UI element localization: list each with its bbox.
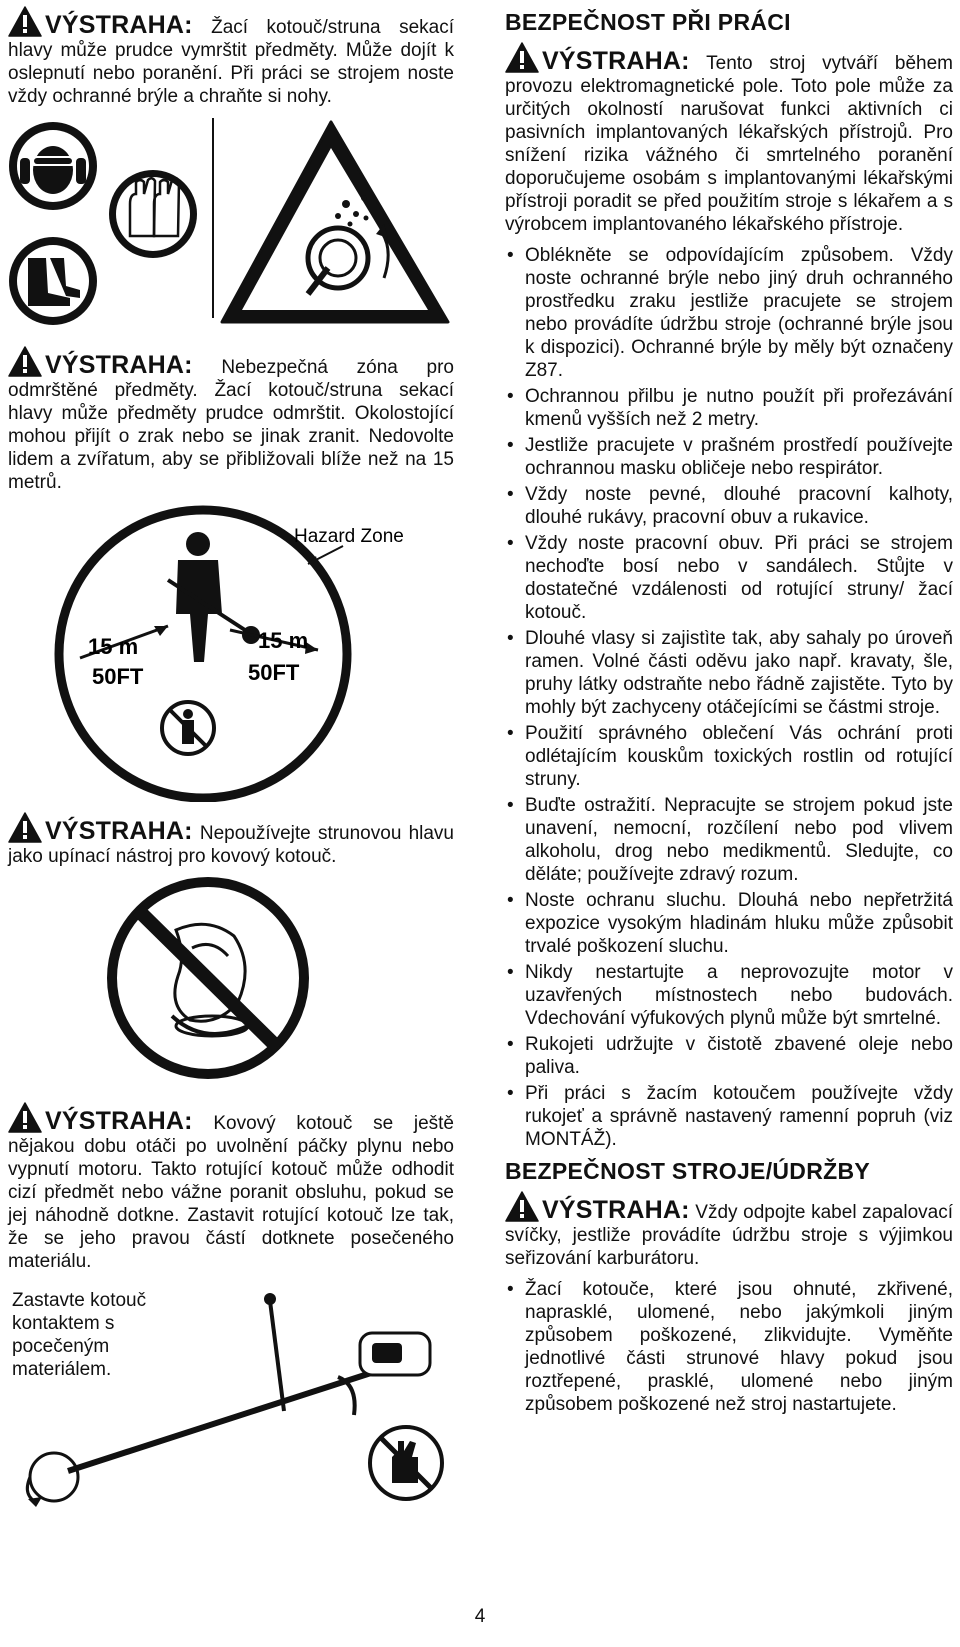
list-item: • Jestliže pracujete v prašném prostředí používejte ochrannou masku obličeje nebo respirátor.: [505, 434, 953, 480]
right-distance-ft: 50FT: [248, 660, 300, 685]
warning-text: Žací kotouč/struna sekací hlavy může prudce vymrštit předměty. Může dojít k oslepnutí nebo poranění. Při práci se strojem noste vždy ochranné brýle a chraňte si nohy.: [8, 17, 454, 107]
warning-eye-injury: [8, 6, 454, 108]
list-item: • Noste ochranu sluchu. Dlouhá nebo nepřetržitá expozice vysokým hladinám hluku může způsobit trvalé poškození sluchu.: [505, 889, 953, 958]
list-item: • Použití správného oblečení Vás ochrání proti odlétajícím kouskům toxických rostlin od rotující struny.: [505, 722, 953, 791]
no-hand-icon: [370, 1427, 442, 1499]
right-column: [505, 6, 953, 1422]
list-item: • Při práci s žacím kotoučem používejte vždy rukojeť a správně nastavený ramenní popruh (viz MONTÁŽ).: [505, 1082, 953, 1151]
warning-no-string-head-for-blade: [8, 812, 454, 868]
boots-icon: [9, 237, 97, 325]
list-item: • Dlouhé vlasy si zajistìte tak, aby sahaly po úroveň ramen. Volné části oděvu jako např. kravaty, šle, pruhy látky odstraňte nebo řádně zajistěte. Tyto by mohly být zachyceny otáčejícími se částmi stroje.: [505, 627, 953, 719]
goggles-earmuffs-icon: [9, 122, 97, 210]
ppe-illustration: [8, 118, 454, 332]
warning-text: Nebezpečná zóna pro odmrštěné předměty. Žací kotouč/struna sekací hlavy může předměty prudce odmrštit. Okolostojící mohou přijít o zrak nebo se jinak zranit. Nedovolte lidem a zvířatum, aby se přibližovali blíže než na 15 metrů.: [8, 357, 454, 493]
page-number: 4: [474, 1606, 486, 1627]
warning-blade-rotation: [8, 1102, 454, 1273]
list-item: • Rukojeti udržujte v čistotě zbavené oleje nebo paliva.: [505, 1033, 953, 1079]
list-item: • Vždy noste pevné, dlouhé pracovní kalhoty, dlouhé rukávy, pracovní obuv a rukavice.: [505, 483, 953, 529]
warning-triangle-icon: [8, 346, 42, 377]
warning-label: VÝSTRAHA:: [45, 1107, 193, 1135]
heading-machine-safety: BEZPEČNOST STROJE/ÚDRŽBY: [505, 1158, 871, 1184]
hazard-zone-label: Hazard Zone: [294, 526, 404, 547]
operator-figure: [168, 532, 260, 662]
warning-label: VÝSTRAHA:: [45, 351, 193, 379]
warning-triangle-icon: [8, 6, 42, 37]
list-item: • Vždy noste pracovní obuv. Při práci se strojem nechoďte bosí nebo v sandálech. Stůjte v dostatečné vzdálenosti od rotující struny/ žací kotouč.: [505, 532, 953, 624]
list-item: • Ochrannou přilbu je nutno použít při prořezávání kmenů vyšších než 2 metry.: [505, 385, 953, 431]
list-item: • Buďte ostražití. Nepracujte se strojem pokud jste unavení, nemocní, rozčílení nebo pod vlivem alkoholu, drog nebo medikmentů. Sledujte, co děláte; používejte zdravý rozum.: [505, 794, 953, 886]
left-distance-m: 15 m: [88, 634, 139, 659]
warning-triangle-icon: [8, 812, 42, 843]
warning-label: VÝSTRAHA:: [542, 1196, 690, 1224]
warning-spark-plug: [505, 1191, 953, 1270]
warning-triangle-icon: [8, 1102, 42, 1133]
left-column: [8, 6, 454, 1511]
warning-label: VÝSTRAHA:: [45, 817, 193, 845]
right-distance-m: 15 m: [258, 628, 309, 653]
hazard-zone-illustration: [8, 502, 454, 802]
warning-triangle-icon: [505, 42, 539, 73]
warning-hazard-zone: [8, 346, 454, 494]
warning-text: Nepoužívejte strunovou hlavu jako upínací nástroj pro kovový kotouč.: [8, 823, 454, 867]
stop-blade-figure: [8, 1281, 454, 1511]
list-item: • Žací kotouče, které jsou ohnuté, zkřivené, naprasklé, ulomené, nebo jakýmkoli jiným způsobem poškozené, zlikvidujte. Vyměňte jednotlivé části strunové hlavy pokud jsou roztřepené, prasklé, ulomené nebo jiným způsobem poškozené než stroj nastartujete.: [505, 1278, 953, 1416]
list-item: • Oblékněte se odpovídajícím způsobem. Vždy noste ochranné brýle nebo jiný druh ochranného prostředku zraku jestliže pracujete se strojem nebo provádíte údržbu stroje (ochranné brýle jsou k dispozici). Ochranné brýle by měly být označeny Z87.: [505, 244, 953, 382]
prohibited-figure: [8, 876, 454, 1086]
work-safety-list: [505, 244, 953, 1151]
warning-label: VÝSTRAHA:: [45, 11, 193, 39]
stop-blade-caption: Zastavte kotouč kontaktem s pocečeným materiálem.: [12, 1290, 147, 1380]
heading-work-safety: BEZPEČNOST PŘI PRÁCI: [505, 9, 791, 35]
prohibited-illustration: [8, 876, 454, 1086]
warning-electromagnetic: [505, 42, 953, 236]
warning-label: VÝSTRAHA:: [542, 47, 690, 75]
warning-text: Kovový kotouč se ještě nějakou dobu otáči po uvolnění páčky plynu nebo vypnutí motoru. Takto rotující kotouč může odhodit cizí předmět nebo vážne poranit obsluhu, pokud se jej náhodně dotkne. Zastavit rotující kotouč lze tak, že se jeho pravou částí dotknete posečeného materiálu.: [8, 1113, 454, 1272]
warning-triangle-icon: [505, 1191, 539, 1222]
hazard-zone-figure: [8, 502, 454, 802]
thrown-objects-warning-icon: [222, 122, 448, 322]
left-distance-ft: 50FT: [92, 664, 144, 689]
machine-safety-list: [505, 1278, 953, 1416]
list-item: • Nikdy nestartujte a neprovozujte motor v uzavřených místnostech nebo budovách. Vdechování výfukových plynů může být smrtelné.: [505, 961, 953, 1030]
warning-text: Tento stroj vytváří během provozu elektromagnetické pole. Toto pole může za určitých okolností narušovat funkci aktivních ci pasivních implantovaných lékařských přístrojů. Pro snížení rizika vážného či smrtelného poranění doporučujeme osobám s implantovanými lékařskými přístroji poradit se před použitím stroje s lékařem a s výrobcem implantovaného lékařského přístroje.: [505, 53, 953, 235]
no-bystanders-icon: [162, 702, 214, 754]
gloves-icon: [109, 170, 197, 258]
ppe-figure: [8, 118, 454, 332]
warning-text: Vždy odpojte kabel zapalovací svíčky, jestliže provádíte údržbu stroje s výjimkou seřizování karburátoru.: [505, 1202, 954, 1269]
